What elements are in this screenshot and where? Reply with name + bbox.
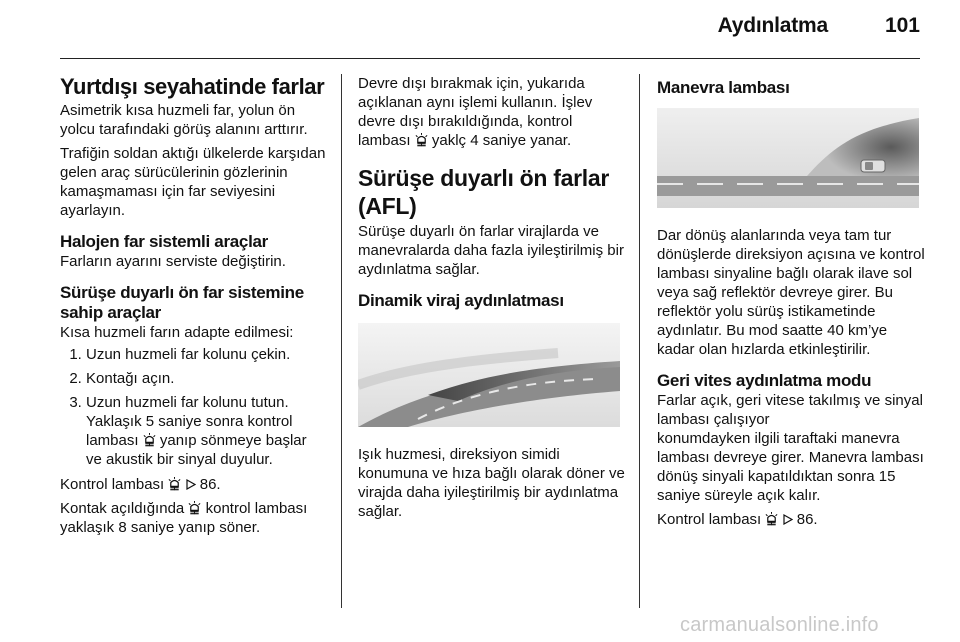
- step-2: 2. Kontağı açın.: [86, 369, 326, 388]
- step-3-cont-a: Yaklaşık 5 saniye sonra kontrol lambası: [86, 413, 293, 449]
- afl-lamp-icon: [143, 433, 156, 447]
- paragraph-afl: Sürüşe duyarlı ön farlar virajlarda ve manevralarda daha fazla iyileştirilmiş bir aydınlatma sağlar.: [358, 223, 624, 278]
- page-reference-icon: [186, 479, 196, 490]
- page-reference-icon: [783, 514, 793, 525]
- afl-lamp-icon: [415, 133, 428, 147]
- step-3: [86, 393, 326, 469]
- running-header-title: Aydınlatma: [717, 14, 828, 37]
- paragraph-control-lamp-2: [657, 510, 925, 529]
- paragraph-contact: [60, 499, 326, 537]
- heading-halogen: Halojen far sistemli araçlar: [60, 232, 268, 251]
- page-number: 101: [884, 14, 920, 37]
- watermark: carmanualsonline.info: [680, 614, 879, 636]
- page-reference-link-2[interactable]: 86.: [796, 511, 818, 528]
- step-1: 1. Uzun huzmeli far kolunu çekin.: [86, 345, 326, 364]
- paragraph-deactivate: [358, 74, 628, 150]
- column-divider-1: [341, 74, 342, 608]
- paragraph-reverse-1: Farlar açık, geri vitese takılmış ve sinyal lambası çalışıyor: [657, 392, 923, 428]
- deactivate-text-a: Devre dışı bırakmak için, yukarıda açıklanan aynı işlemi kullanın. İşlev devre dışı bırakıldığında, kontrol lambası: [358, 75, 593, 149]
- afl-lamp-icon: [188, 501, 201, 515]
- heading-maneuver-lamp: Manevra lambası: [657, 78, 790, 97]
- column-1: [60, 74, 326, 542]
- afl-lamp-icon: [168, 477, 181, 491]
- paragraph-maneuver: Dar dönüş alanlarında veya tam tur dönüşlerde direksiyon açısına ve kontrol lambası sinyaline bağlı olarak ilave sol veya sağ reflektör devreye girer. Bu reflektör yolu sürüş istikametinde aydınlatır. Bu mod saatte 40 km’ye kadar olan hızlarda etkinleştirilir.: [657, 227, 925, 358]
- afl-lamp-icon: [765, 512, 778, 526]
- section-title-abroad: Yurtdışı seyahatinde farlar: [60, 74, 325, 99]
- heading-afl-vehicles: Sürüşe duyarlı ön far sistemine sahip araçlar: [60, 283, 304, 322]
- paragraph-dynamic-curve: Işık huzmesi, direksiyon simidi konumuna ve hıza bağlı olarak döner ve virajda daha iyileştirilmiş bir aydınlatma sağlar.: [358, 446, 625, 520]
- contact-text-a: Kontak açıldığında: [60, 500, 185, 517]
- dynamic-curve-illustration: [358, 323, 620, 427]
- paragraph-reverse-2: konumdayken ilgili taraftaki manevra lambası devreye girer. Manevra lambası dönüş sinyali kapatıldıktan sonra 15 saniye süreyle açık kalır.: [657, 430, 924, 504]
- deactivate-text-b: yaklç 4 saniye yanar.: [431, 132, 572, 149]
- paragraph-asymmetric: Asimetrik kısa huzmeli far, yolun ön yolcu tarafındaki görüş alanını arttırır.: [60, 102, 308, 138]
- control-lamp-label-2: Kontrol lambası: [657, 511, 762, 528]
- paragraph-adapt: Kısa huzmeli farın adapte edilmesi:: [60, 324, 294, 341]
- heading-reverse-mode: Geri vites aydınlatma modu: [657, 371, 872, 390]
- column-3: [657, 74, 925, 534]
- column-divider-2: [639, 74, 640, 608]
- contact-text-b: kontrol lambası yaklaşık 8 saniye yanıp söner.: [60, 500, 308, 536]
- step-3-text: Uzun huzmeli far kolunu tutun.: [86, 394, 289, 411]
- page-reference-link[interactable]: 86.: [199, 476, 221, 493]
- section-title-afl: Sürüşe duyarlı ön farlar (AFL): [358, 165, 609, 219]
- paragraph-traffic-left: Trafiğin soldan aktığı ülkelerde karşıdan gelen araç sürücülerinin gözlerinin kamaşmaması için far seviyesini ayarlayın.: [60, 145, 326, 219]
- header-divider: [60, 58, 920, 59]
- control-lamp-label: Kontrol lambası: [60, 476, 165, 493]
- paragraph-halogen: Farların ayarını serviste değiştirin.: [60, 253, 286, 270]
- steps-list: [60, 345, 326, 469]
- step-3-cont-b: yanıp sönmeye başlar ve akustik bir sinyal duyulur.: [86, 432, 307, 468]
- heading-dynamic-curve: Dinamik viraj aydınlatması: [358, 291, 564, 310]
- column-2: [358, 74, 628, 526]
- paragraph-control-lamp: [60, 475, 326, 494]
- maneuver-lamp-illustration: [657, 108, 919, 208]
